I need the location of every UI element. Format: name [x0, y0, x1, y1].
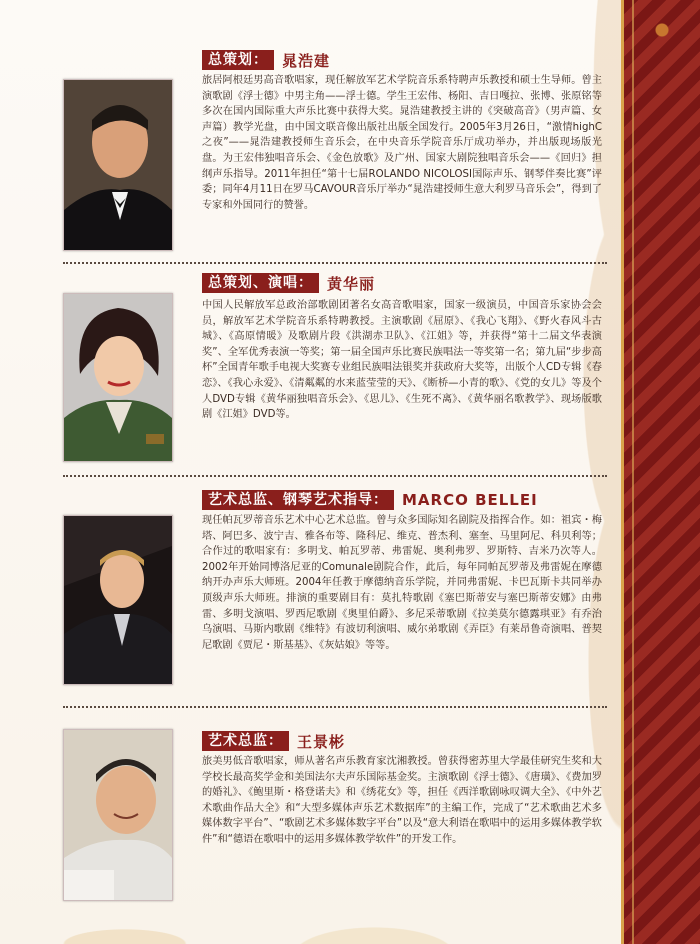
role-label: 艺术总监：: [202, 731, 289, 751]
decorative-border: [621, 0, 700, 944]
biography-text: 现任帕瓦罗蒂音乐艺术中心艺术总监。曾与众多国际知名剧院及指挥合作。如：祖宾・梅塔、阿巴多、波宁吉、雅各布等、隆科尼、维克、普杰利、塞奎、马里阿尼、科贝利等；合作过的歌唱家有：多明戈、帕瓦罗蒂、弗雷妮、奥利弗罗、罗斯特、吉米乃次等人。2002年开始同博洛尼亚的Comunale剧院合作，此后，每年同帕瓦罗蒂及弗雷妮在摩德纳开办声乐大师班。2004年任教于摩德纳音乐学院，并同弗雷妮、卡巴瓦斯卡共同举办顶级声乐大师班。排演的重要剧目有：莫扎特歌剧《塞巴斯蒂安与塞巴斯蒂安娜》由弗雷、多明戈演唱、罗西尼歌剧《奥里伯爵》、多尼采蒂歌剧《拉美莫尔德露琪亚》有乔治乌演唱、马斯内歌剧《维特》有波切利演唱、威尔弟歌剧《弄臣》有莱昂鲁奇演唱、普契尼歌剧《贾尼・斯基基》、《灰姑娘》等等。: [202, 515, 602, 651]
section-divider: [63, 475, 607, 477]
section-heading-2: [202, 273, 375, 293]
biography-text: 旅美男低音歌唱家，师从著名声乐教育家沈湘教授。曾获得密苏里大学最佳研究生奖和大学校长最高奖学金和美国法尔夫声乐国际基金奖。主演歌剧《浮士德》、《唐璜》、《费加罗的婚礼》、《鲍里斯・格登诺夫》和《绣花女》等，担任《西洋歌剧咏叹调大全》、《中外艺术歌曲作品大全》和“大型多媒体声乐艺术数据库”的主编工作，完成了“艺术歌曲艺术多媒体数字平台”、“歌剧艺术多媒体数字平台”以及“意大利语在歌唱中的运用多媒体教学软件”和“德语在歌唱中的运用多媒体教学软件”的开发工作。: [202, 756, 602, 845]
section-heading-1: [202, 50, 330, 70]
portrait-photo-2: [63, 293, 173, 462]
person-name: MARCO BELLEI: [402, 491, 538, 509]
person-name: 黄华丽: [327, 274, 376, 293]
section-divider: [63, 706, 607, 708]
section-heading-4: [202, 731, 345, 751]
biography-text: 旅居阿根廷男高音歌唱家，现任解放军艺术学院音乐系特聘声乐教授和硕士生导师。曾主演歌剧《浮士德》中男主角——浮士德。学生王宏伟、杨阳、吉日嘎拉、张博、张原铭等多次在国内国际重大声乐比赛中获得大奖。晁浩建教授主讲的《突破高音》（男声篇、女声篇）教学光盘，由中国文联音像出版社出版全国发行。2005年3月26日，“激情highC之夜”——晁浩建教授师生音乐会，在中央音乐学院音乐厅成功举办，并出版现场版光盘。为王宏伟独唱音乐会、《金色放歌》及广州、国家大剧院独唱音乐会——《回归》担纲声乐指导。2011年担任“第十七届ROLANDO NICOLOSI国际声乐、钢琴伴奏比赛”评委；同年4月11日在罗马CAVOUR音乐厅举办“晁浩建授师生意大利罗马音乐会”，得到了专家和外国同行的赞誉。: [202, 75, 602, 211]
section-heading-3: [202, 490, 538, 510]
portrait-photo-4: [63, 729, 173, 901]
role-label: 总策划、演唱：: [202, 273, 319, 293]
section-divider: [63, 262, 607, 264]
person-name: 晁浩建: [282, 51, 331, 70]
portrait-photo-1: [63, 79, 173, 251]
biography-text: 中国人民解放军总政治部歌剧团著名女高音歌唱家，国家一级演员，中国音乐家协会会员，解放军艺术学院音乐系特聘教授。主演歌剧《屈原》、《我心飞翔》、《野火春风斗古城》、《高原情暖》及歌剧片段《洪湖赤卫队》、《江姐》等，并获得“第十二届文华表演奖”、全军优秀表演一等奖；第一届全国声乐比赛民族唱法一等奖第一名；第九届“步步高杯”全国青年歌手电视大奖赛专业组民族唱法银奖并获政府大奖等，出版个人CD专辑《春恋》、《我心永爱》、《清粼粼的水来蓝莹莹的天》、《断桥—小青的歌》、《党的女儿》等及个人DVD专辑《黄华丽独唱音乐会》、《思儿》、《生死不离》、《黄华丽名歌教学》、现场版歌剧《江姐》DVD等。: [202, 300, 602, 421]
role-label: 艺术总监、钢琴艺术指导：: [202, 490, 394, 510]
portrait-photo-3: [63, 515, 173, 685]
role-label: 总策划：: [202, 50, 274, 70]
person-name: 王景彬: [297, 732, 346, 751]
